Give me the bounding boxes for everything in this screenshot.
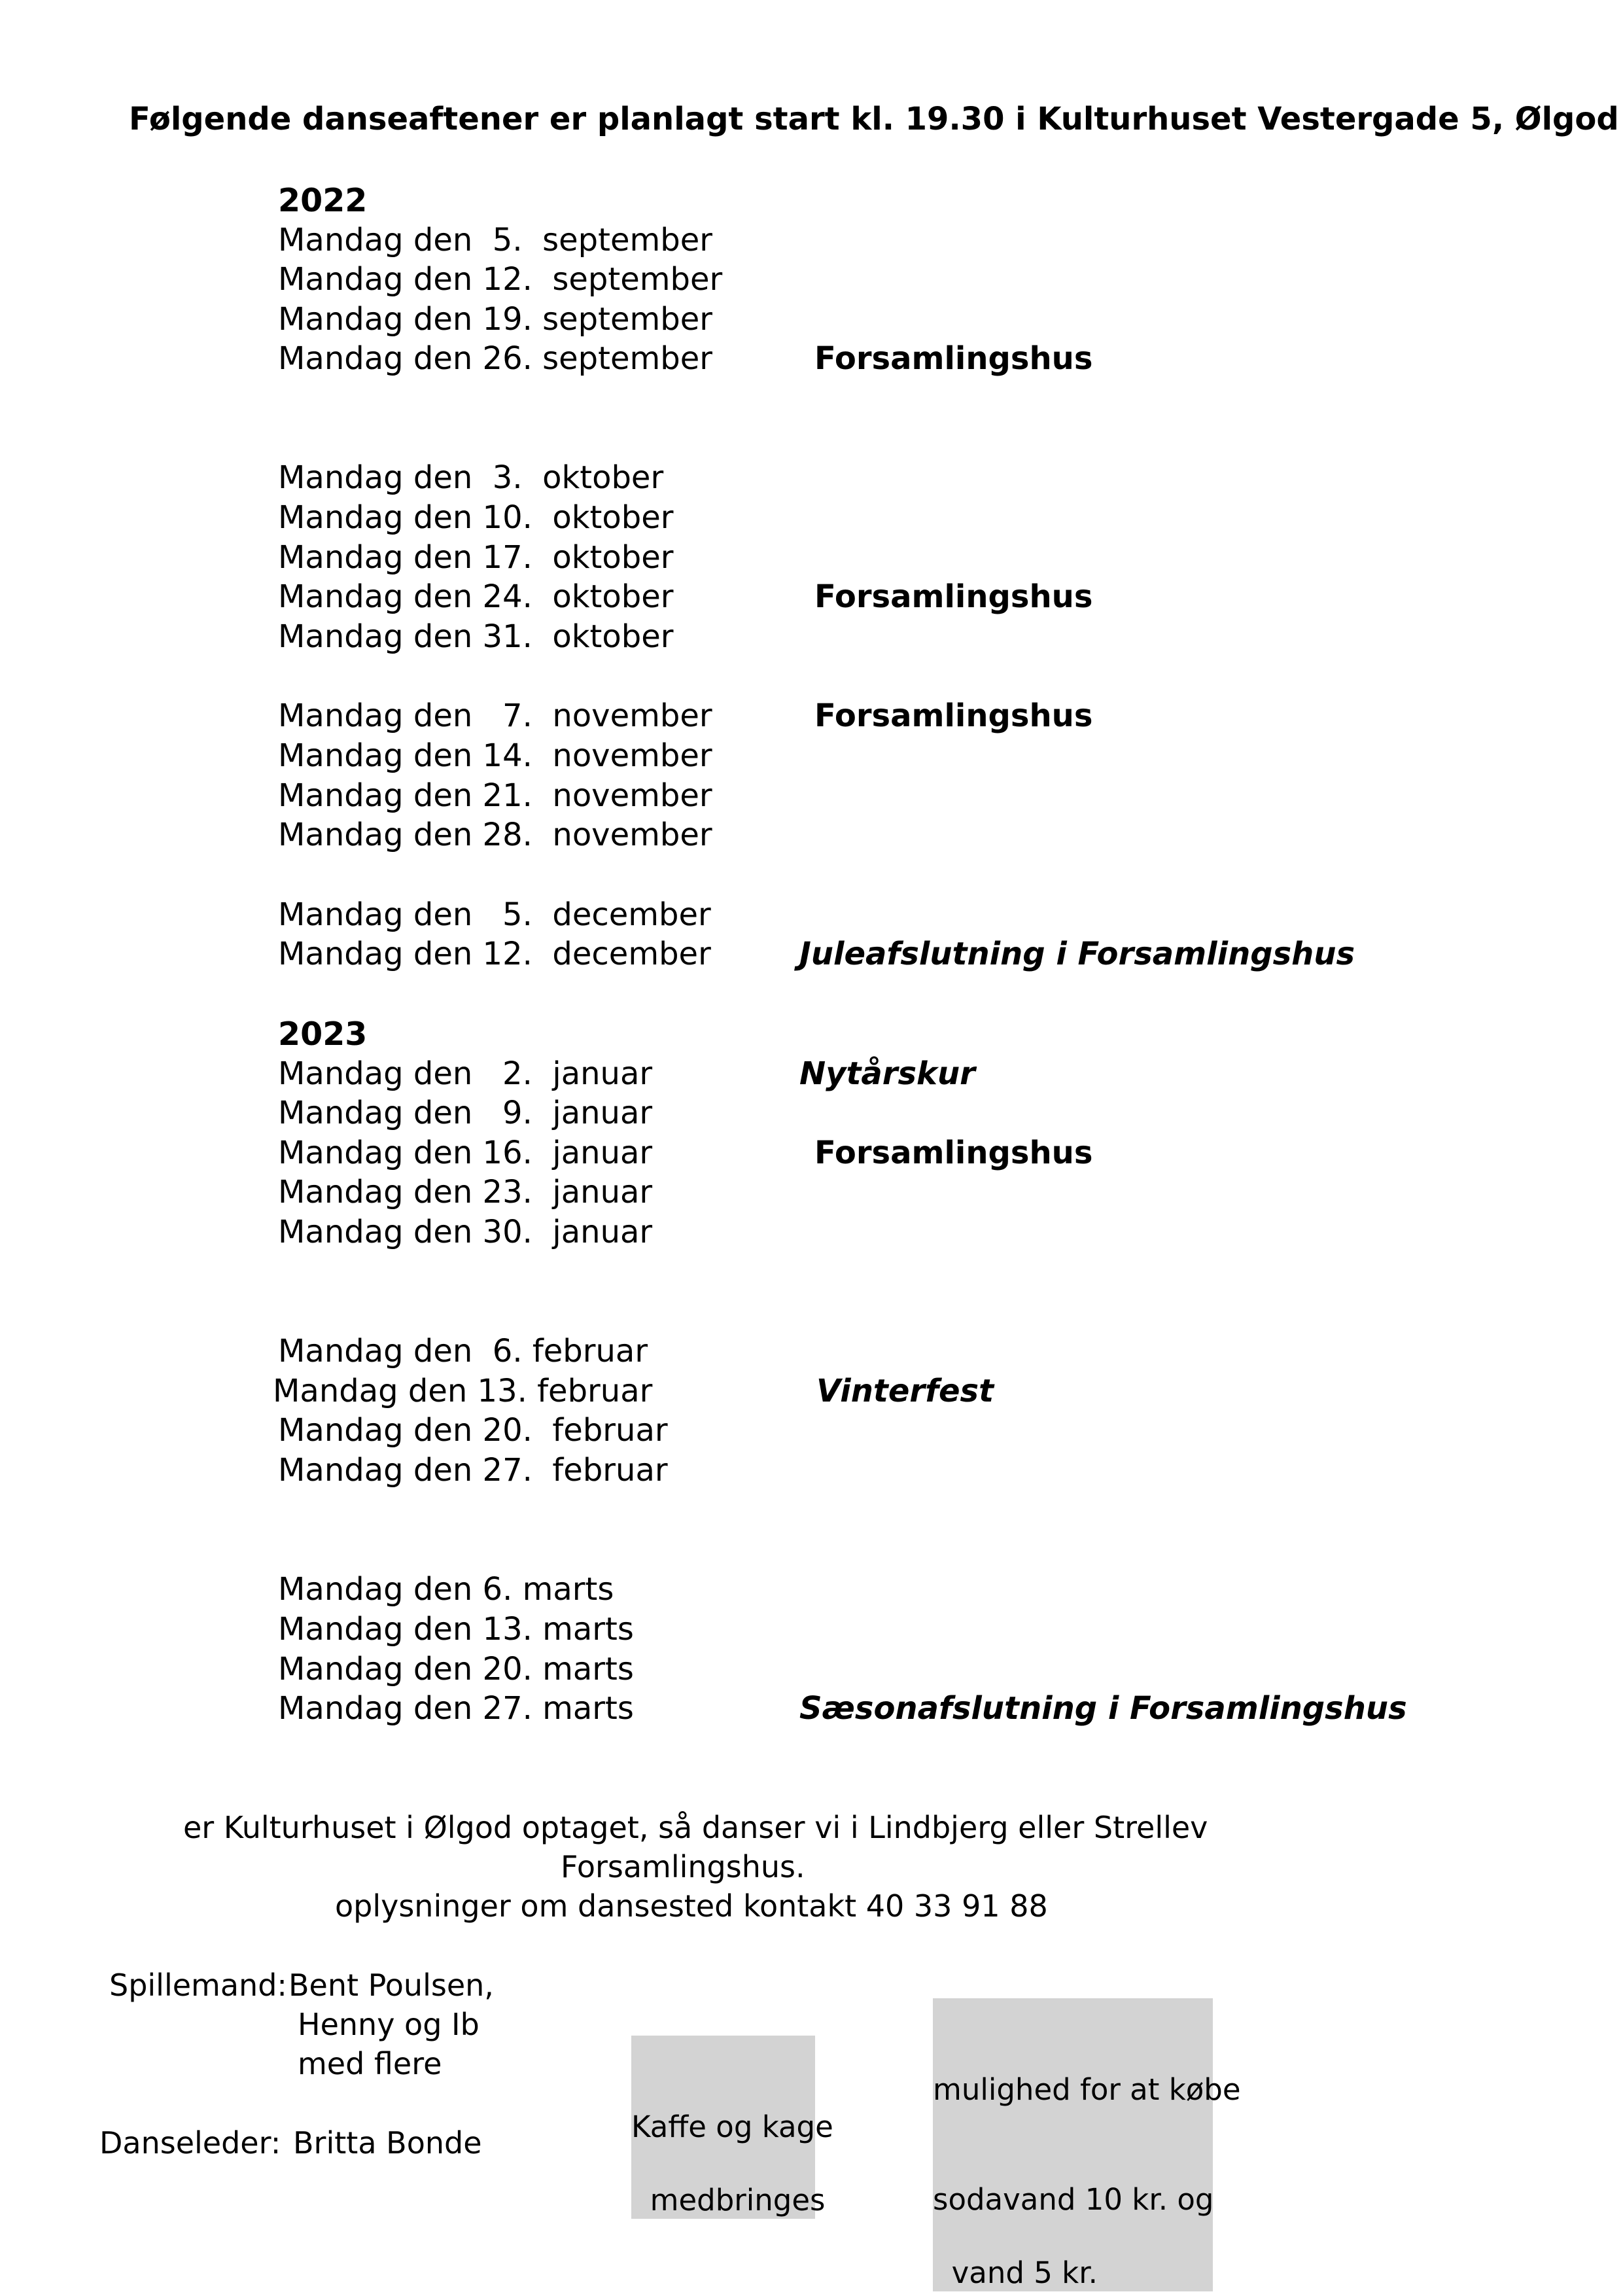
date-row: Mandag den 6. marts <box>278 1571 614 1608</box>
drinks-note-line: sodavand 10 kr. og <box>933 2182 1214 2217</box>
venue-note: Forsamlingshus <box>814 698 1093 734</box>
date-row: Mandag den 10. oktober <box>278 499 674 536</box>
drinks-note-line: vand 5 kr. <box>951 2255 1098 2290</box>
date-row: Mandag den 12. december <box>278 936 711 972</box>
date-row: Mandag den 21. november <box>278 777 712 814</box>
musician-name: Henny og Ib <box>298 2007 480 2042</box>
coffee-note-line: Kaffe og kage <box>631 2110 833 2144</box>
year-heading-2022: 2022 <box>278 182 368 219</box>
date-row: Mandag den 6. februar <box>278 1333 648 1369</box>
coffee-note <box>631 2036 833 2219</box>
date-row: Mandag den 31. oktober <box>278 618 674 655</box>
date-row: Mandag den 5. september <box>278 222 712 258</box>
date-row: Mandag den 24. oktober <box>278 578 674 615</box>
date-row: Mandag den 20. marts <box>278 1651 634 1687</box>
date-row: Mandag den 30. januar <box>278 1214 653 1250</box>
musician-name: med flere <box>298 2046 442 2081</box>
musician-name: Bent Poulsen, <box>288 1968 494 2003</box>
venue-note: Forsamlingshus <box>814 578 1093 615</box>
date-row: Mandag den 27. februar <box>278 1452 668 1489</box>
event-note: Sæsonafslutning i Forsamlingshus <box>799 1690 1407 1727</box>
date-row: Mandag den 14. november <box>278 737 712 774</box>
date-row: Mandag den 27. marts <box>278 1690 634 1727</box>
date-row: Mandag den 20. februar <box>278 1412 668 1449</box>
drinks-note <box>933 1998 1241 2291</box>
date-row: Mandag den 13. februar <box>273 1373 653 1409</box>
venue-note: Forsamlingshus <box>814 340 1093 377</box>
date-row: Mandag den 9. januar <box>278 1095 653 1131</box>
date-row: Mandag den 2. januar <box>278 1055 653 1092</box>
date-row: Mandag den 3. oktober <box>278 459 664 496</box>
musician-label: Spillemand: <box>109 1968 287 2003</box>
date-row: Mandag den 16. januar <box>278 1135 653 1171</box>
venue-info-line: Forsamlingshus. <box>561 1849 805 1884</box>
date-row: Mandag den 23. januar <box>278 1174 653 1210</box>
event-note: Juleafslutning i Forsamlingshus <box>799 936 1355 972</box>
venue-note: Forsamlingshus <box>814 1135 1093 1171</box>
event-note: Nytårskur <box>799 1055 975 1092</box>
year-heading-2023: 2023 <box>278 1016 368 1053</box>
date-row: Mandag den 13. marts <box>278 1611 634 1648</box>
contact-info-line: oplysninger om dansested kontakt 40 33 91 88 <box>335 1888 1048 1924</box>
drinks-note-line: mulighed for at købe <box>933 2072 1241 2107</box>
date-row: Mandag den 19. september <box>278 301 712 338</box>
event-note: Vinterfest <box>816 1373 994 1409</box>
dance-leader-name: Britta Bonde <box>293 2125 482 2161</box>
date-row: Mandag den 12. september <box>278 261 723 298</box>
date-row: Mandag den 26. september <box>278 340 712 377</box>
coffee-note-line: medbringes <box>650 2183 826 2217</box>
date-row: Mandag den 5. december <box>278 896 711 933</box>
date-row: Mandag den 17. oktober <box>278 539 674 576</box>
dance-leader-label: Danseleder: <box>99 2125 281 2161</box>
venue-info-line: er Kulturhuset i Ølgod optaget, så danser vi i Lindbjerg eller Strellev <box>183 1810 1208 1845</box>
date-row: Mandag den 28. november <box>278 817 712 853</box>
page-title: Følgende danseaftener er planlagt start kl. 19.30 i Kulturhuset Vestergade 5, Ølgod <box>129 101 1619 137</box>
date-row: Mandag den 7. november <box>278 698 712 734</box>
